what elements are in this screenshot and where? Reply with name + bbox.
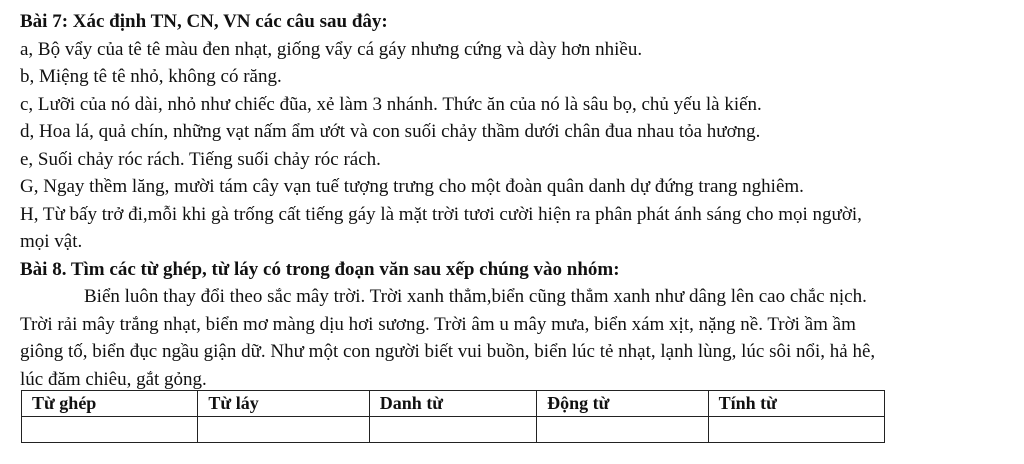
column-header-dong-tu: Động từ xyxy=(537,391,708,417)
table-header-row xyxy=(22,391,885,417)
exercise-7-item-b: b, Miệng tê tê nhỏ, không có răng. xyxy=(20,66,282,87)
column-header-tu-ghep: Từ ghép xyxy=(22,391,198,417)
column-header-danh-tu: Danh từ xyxy=(369,391,536,417)
exercise-7-item-c: c, Lưỡi của nó dài, nhỏ như chiếc đũa, xẻ làm 3 nhánh. Thức ăn của nó là sâu bọ, chủ yếu là kiến. xyxy=(20,93,762,115)
table-cell[interactable] xyxy=(708,417,884,443)
exercise-7-item-g: G, Ngay thềm lăng, mười tám cây vạn tuế tượng trưng cho một đoàn quân danh dự đứng trang nghiêm. xyxy=(20,176,804,197)
exercise-8-paragraph-line: Biển luôn thay đổi theo sắc mây trời. Trời xanh thẳm,biển cũng thẳm xanh như dâng lên cao chắc nịch. xyxy=(84,286,867,307)
exercise-7-item-e: e, Suối chảy róc rách. Tiếng suối chảy róc rách. xyxy=(20,148,381,170)
exercise-8-paragraph-line: giông tố, biển đục ngầu giận dữ. Như một con người biết vui buồn, biển lúc tẻ nhạt, lạnh lùng, lúc sôi nổi, hả hê, xyxy=(20,341,876,362)
column-header-tinh-tu: Tính từ xyxy=(708,391,884,417)
exercise-7-item-d: d, Hoa lá, quả chín, những vạt nấm ẩm ướt và con suối chảy thầm dưới chân đua nhau tỏa hương. xyxy=(20,121,761,142)
table-row xyxy=(22,417,885,443)
exercise-8-title: Bài 8. Tìm các từ ghép, từ láy có trong đoạn văn sau xếp chúng vào nhóm: xyxy=(20,258,620,280)
classification-table xyxy=(21,390,885,443)
table-cell[interactable] xyxy=(198,417,369,443)
exercise-7-item-h-continued: mọi vật. xyxy=(20,231,83,252)
exercise-8-paragraph-line: lúc đăm chiêu, gắt gỏng. xyxy=(20,368,207,390)
column-header-tu-lay: Từ láy xyxy=(198,391,369,417)
exercise-7-item-a: a, Bộ vẩy của tê tê màu đen nhạt, giống vẩy cá gáy nhưng cứng và dày hơn nhiều. xyxy=(20,38,643,60)
table-cell[interactable] xyxy=(369,417,536,443)
exercise-7-item-h: H, Từ bấy trở đi,mỗi khi gà trống cất tiếng gáy là mặt trời tươi cười hiện ra phân phát ánh sáng cho mọi người, xyxy=(20,203,862,225)
table-cell[interactable] xyxy=(537,417,708,443)
document xyxy=(20,8,1014,393)
exercise-8-paragraph-line: Trời rải mây trắng nhạt, biển mơ màng dịu hơi sương. Trời âm u mây mưa, biển xám xịt, nặng nề. Trời ầm ầm xyxy=(20,313,856,335)
table-cell[interactable] xyxy=(22,417,198,443)
exercise-7-title: Bài 7: Xác định TN, CN, VN các câu sau đây: xyxy=(20,11,388,32)
